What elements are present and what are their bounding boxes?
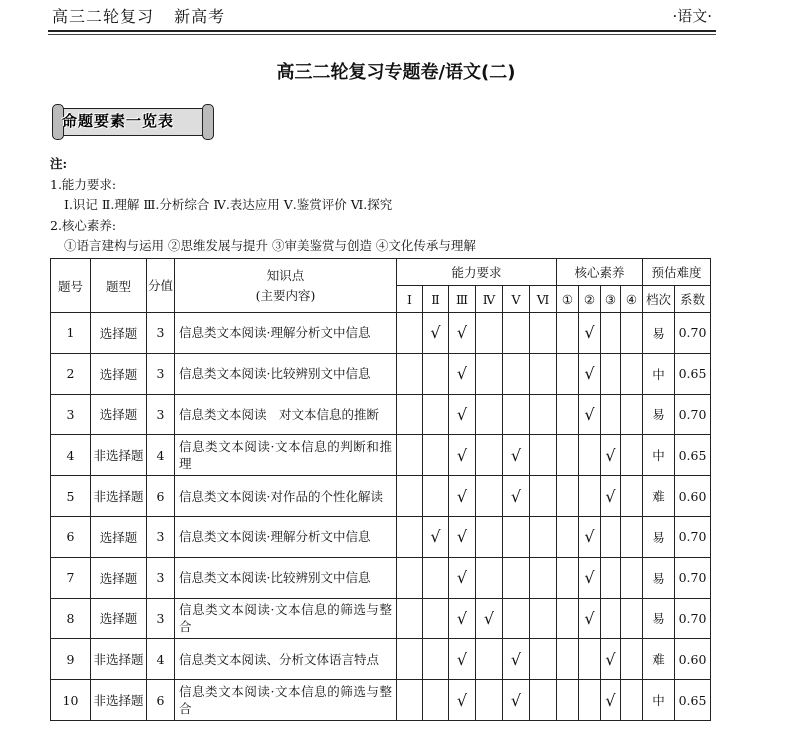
row-ability-5 bbox=[530, 639, 557, 680]
row-core-1 bbox=[579, 476, 601, 517]
row-ability-0 bbox=[397, 394, 423, 435]
table-row bbox=[51, 353, 711, 394]
row-ability-1 bbox=[423, 435, 449, 476]
row-core-0 bbox=[557, 680, 579, 721]
row-score: 4 bbox=[147, 435, 175, 476]
row-core-2 bbox=[601, 557, 621, 598]
table-row bbox=[51, 435, 711, 476]
row-level: 中 bbox=[643, 353, 675, 394]
row-level: 易 bbox=[643, 557, 675, 598]
row-ability-4 bbox=[503, 353, 530, 394]
row-ability-4 bbox=[503, 313, 530, 354]
row-ability-3 bbox=[476, 353, 503, 394]
row-core-3 bbox=[621, 353, 643, 394]
row-knowledge: 信息类文本阅读·文本信息的筛选与整合 bbox=[175, 598, 397, 639]
table-row bbox=[51, 557, 711, 598]
subheader-core-1: ② bbox=[579, 286, 601, 313]
subheader-core-3: ④ bbox=[621, 286, 643, 313]
row-coef: 0.70 bbox=[675, 598, 711, 639]
row-core-2: √ bbox=[601, 476, 621, 517]
header-knowledge bbox=[175, 259, 397, 313]
subheader-ability-4: Ⅴ bbox=[503, 286, 530, 313]
row-core-1 bbox=[579, 639, 601, 680]
row-core-3 bbox=[621, 435, 643, 476]
row-core-3 bbox=[621, 476, 643, 517]
row-level: 中 bbox=[643, 680, 675, 721]
row-ability-0 bbox=[397, 557, 423, 598]
row-ability-0 bbox=[397, 516, 423, 557]
header-knowledge-main: 知识点 bbox=[266, 267, 305, 283]
row-coef: 0.70 bbox=[675, 313, 711, 354]
row-type: 非选择题 bbox=[91, 435, 147, 476]
header-core: 核心素养 bbox=[557, 259, 643, 286]
row-type: 非选择题 bbox=[91, 680, 147, 721]
subheader-difficulty-1: 系数 bbox=[675, 286, 711, 313]
row-ability-1 bbox=[423, 639, 449, 680]
row-level: 难 bbox=[643, 476, 675, 517]
header-knowledge-sub: (主要内容) bbox=[255, 287, 316, 303]
row-level: 易 bbox=[643, 394, 675, 435]
subheader-ability-1: Ⅱ bbox=[423, 286, 449, 313]
row-ability-3 bbox=[476, 476, 503, 517]
row-ability-0 bbox=[397, 353, 423, 394]
row-knowledge: 信息类文本阅读·比较辨别文中信息 bbox=[175, 557, 397, 598]
row-knowledge: 信息类文本阅读·比较辨别文中信息 bbox=[175, 353, 397, 394]
notes-item1-content: Ⅰ.识记 Ⅱ.理解 Ⅲ.分析综合 Ⅳ.表达应用 Ⅴ.鉴赏评价 Ⅵ.探究 bbox=[64, 197, 393, 212]
row-num: 9 bbox=[51, 639, 91, 680]
subheader-core-0: ① bbox=[557, 286, 579, 313]
row-type: 选择题 bbox=[91, 598, 147, 639]
row-core-1 bbox=[579, 680, 601, 721]
row-ability-5 bbox=[530, 435, 557, 476]
row-ability-4 bbox=[503, 557, 530, 598]
row-type: 选择题 bbox=[91, 516, 147, 557]
row-score: 3 bbox=[147, 557, 175, 598]
row-core-2 bbox=[601, 598, 621, 639]
row-ability-4: √ bbox=[503, 476, 530, 517]
table-row bbox=[51, 313, 711, 354]
row-ability-2: √ bbox=[449, 557, 476, 598]
elements-table bbox=[50, 258, 711, 721]
row-core-0 bbox=[557, 313, 579, 354]
row-core-0 bbox=[557, 557, 579, 598]
row-ability-5 bbox=[530, 313, 557, 354]
row-core-3 bbox=[621, 313, 643, 354]
page-header bbox=[48, 0, 716, 30]
row-ability-0 bbox=[397, 476, 423, 517]
row-core-3 bbox=[621, 598, 643, 639]
row-ability-3: √ bbox=[476, 598, 503, 639]
row-num: 3 bbox=[51, 394, 91, 435]
row-core-2 bbox=[601, 516, 621, 557]
row-core-1: √ bbox=[579, 516, 601, 557]
row-core-0 bbox=[557, 639, 579, 680]
row-level: 易 bbox=[643, 598, 675, 639]
row-knowledge: 信息类文本阅读、分析文体语言特点 bbox=[175, 639, 397, 680]
row-level: 易 bbox=[643, 516, 675, 557]
row-ability-4: √ bbox=[503, 680, 530, 721]
row-num: 6 bbox=[51, 516, 91, 557]
row-core-3 bbox=[621, 516, 643, 557]
row-core-3 bbox=[621, 639, 643, 680]
row-core-2: √ bbox=[601, 639, 621, 680]
row-num: 2 bbox=[51, 353, 91, 394]
page-title: 高三二轮复习专题卷/语文(二) bbox=[276, 62, 516, 83]
header-difficulty: 预估难度 bbox=[643, 259, 711, 286]
row-core-2 bbox=[601, 353, 621, 394]
row-ability-0 bbox=[397, 680, 423, 721]
row-core-3 bbox=[621, 680, 643, 721]
banner-text: 命题要素一览表 bbox=[62, 112, 175, 130]
row-score: 3 bbox=[147, 353, 175, 394]
row-coef: 0.65 bbox=[675, 680, 711, 721]
row-ability-1 bbox=[423, 598, 449, 639]
row-type: 非选择题 bbox=[91, 639, 147, 680]
row-knowledge: 信息类文本阅读 对文本信息的推断 bbox=[175, 394, 397, 435]
row-ability-1 bbox=[423, 680, 449, 721]
row-coef: 0.60 bbox=[675, 476, 711, 517]
row-coef: 0.65 bbox=[675, 353, 711, 394]
header-rule-thin bbox=[48, 34, 716, 35]
row-ability-2: √ bbox=[449, 394, 476, 435]
row-ability-5 bbox=[530, 516, 557, 557]
row-ability-5 bbox=[530, 680, 557, 721]
row-coef: 0.60 bbox=[675, 639, 711, 680]
row-core-1: √ bbox=[579, 313, 601, 354]
row-knowledge: 信息类文本阅读·文本信息的筛选与整合 bbox=[175, 680, 397, 721]
row-ability-1: √ bbox=[423, 313, 449, 354]
row-ability-2: √ bbox=[449, 598, 476, 639]
row-ability-4 bbox=[503, 516, 530, 557]
row-core-2 bbox=[601, 313, 621, 354]
table-row bbox=[51, 394, 711, 435]
row-core-0 bbox=[557, 394, 579, 435]
notes-item2-content: ①语言建构与运用 ②思维发展与提升 ③审美鉴赏与创造 ④文化传承与理解 bbox=[64, 238, 476, 253]
row-type: 非选择题 bbox=[91, 476, 147, 517]
row-core-2 bbox=[601, 394, 621, 435]
row-knowledge: 信息类文本阅读·文本信息的判断和推理 bbox=[175, 435, 397, 476]
row-core-0 bbox=[557, 598, 579, 639]
row-num: 10 bbox=[51, 680, 91, 721]
notes-heading: 注: bbox=[50, 156, 68, 171]
row-type: 选择题 bbox=[91, 353, 147, 394]
row-ability-0 bbox=[397, 313, 423, 354]
row-core-2: √ bbox=[601, 680, 621, 721]
row-core-0 bbox=[557, 353, 579, 394]
row-ability-1: √ bbox=[423, 516, 449, 557]
row-core-2: √ bbox=[601, 435, 621, 476]
subheader-ability-0: Ⅰ bbox=[397, 286, 423, 313]
table-row bbox=[51, 680, 711, 721]
row-coef: 0.70 bbox=[675, 394, 711, 435]
subheader-ability-2: Ⅲ bbox=[449, 286, 476, 313]
row-score: 6 bbox=[147, 680, 175, 721]
table-row bbox=[51, 516, 711, 557]
row-core-0 bbox=[557, 476, 579, 517]
header-rule-thick bbox=[48, 30, 716, 32]
row-score: 6 bbox=[147, 476, 175, 517]
row-score: 3 bbox=[147, 394, 175, 435]
row-num: 5 bbox=[51, 476, 91, 517]
row-ability-3 bbox=[476, 639, 503, 680]
row-ability-4: √ bbox=[503, 639, 530, 680]
row-type: 选择题 bbox=[91, 394, 147, 435]
row-ability-5 bbox=[530, 598, 557, 639]
row-knowledge: 信息类文本阅读·理解分析文中信息 bbox=[175, 516, 397, 557]
header-type: 题型 bbox=[91, 259, 147, 313]
row-ability-3 bbox=[476, 435, 503, 476]
row-ability-2: √ bbox=[449, 476, 476, 517]
row-core-3 bbox=[621, 557, 643, 598]
row-core-0 bbox=[557, 516, 579, 557]
header-ability: 能力要求 bbox=[397, 259, 557, 286]
row-ability-2: √ bbox=[449, 353, 476, 394]
row-core-1: √ bbox=[579, 394, 601, 435]
row-ability-2: √ bbox=[449, 516, 476, 557]
row-type: 选择题 bbox=[91, 313, 147, 354]
row-knowledge: 信息类文本阅读·对作品的个性化解读 bbox=[175, 476, 397, 517]
row-core-0 bbox=[557, 435, 579, 476]
row-knowledge: 信息类文本阅读·理解分析文中信息 bbox=[175, 313, 397, 354]
row-coef: 0.70 bbox=[675, 557, 711, 598]
subheader-core-2: ③ bbox=[601, 286, 621, 313]
row-coef: 0.65 bbox=[675, 435, 711, 476]
row-num: 1 bbox=[51, 313, 91, 354]
row-ability-1 bbox=[423, 394, 449, 435]
subheader-difficulty-0: 档次 bbox=[643, 286, 675, 313]
row-ability-5 bbox=[530, 394, 557, 435]
subheader-ability-3: Ⅳ bbox=[476, 286, 503, 313]
row-ability-3 bbox=[476, 516, 503, 557]
row-ability-2: √ bbox=[449, 313, 476, 354]
table-row bbox=[51, 598, 711, 639]
row-ability-4 bbox=[503, 394, 530, 435]
row-num: 8 bbox=[51, 598, 91, 639]
table-row bbox=[51, 639, 711, 680]
header-course: 高三二轮复习 bbox=[52, 7, 155, 26]
header-score: 分值 bbox=[147, 259, 175, 313]
subheader-ability-5: Ⅵ bbox=[530, 286, 557, 313]
row-ability-4: √ bbox=[503, 435, 530, 476]
row-core-1: √ bbox=[579, 353, 601, 394]
row-score: 4 bbox=[147, 639, 175, 680]
notes bbox=[50, 154, 476, 257]
row-ability-3 bbox=[476, 313, 503, 354]
section-banner bbox=[52, 104, 212, 140]
banner-scroll-right-roll bbox=[202, 104, 214, 140]
header-num: 题号 bbox=[51, 259, 91, 313]
row-ability-1 bbox=[423, 353, 449, 394]
row-ability-2: √ bbox=[449, 639, 476, 680]
header-subject: ·语文· bbox=[672, 7, 712, 25]
row-level: 易 bbox=[643, 313, 675, 354]
row-ability-1 bbox=[423, 557, 449, 598]
row-ability-5 bbox=[530, 476, 557, 517]
row-type: 选择题 bbox=[91, 557, 147, 598]
row-score: 3 bbox=[147, 516, 175, 557]
row-core-1: √ bbox=[579, 598, 601, 639]
row-num: 4 bbox=[51, 435, 91, 476]
row-ability-3 bbox=[476, 680, 503, 721]
row-ability-5 bbox=[530, 353, 557, 394]
row-ability-1 bbox=[423, 476, 449, 517]
header-left bbox=[52, 4, 239, 27]
row-ability-0 bbox=[397, 598, 423, 639]
row-ability-2: √ bbox=[449, 680, 476, 721]
notes-item1-label: 1.能力要求: bbox=[50, 176, 117, 192]
row-ability-4 bbox=[503, 598, 530, 639]
header-edition: 新高考 bbox=[174, 7, 226, 26]
row-ability-5 bbox=[530, 557, 557, 598]
row-ability-2: √ bbox=[449, 435, 476, 476]
row-core-1 bbox=[579, 435, 601, 476]
row-score: 3 bbox=[147, 598, 175, 639]
table-row bbox=[51, 476, 711, 517]
row-core-3 bbox=[621, 394, 643, 435]
row-level: 中 bbox=[643, 435, 675, 476]
row-level: 难 bbox=[643, 639, 675, 680]
notes-item2-label: 2.核心素养: bbox=[50, 217, 117, 233]
row-ability-3 bbox=[476, 394, 503, 435]
row-num: 7 bbox=[51, 557, 91, 598]
row-coef: 0.70 bbox=[675, 516, 711, 557]
row-ability-0 bbox=[397, 435, 423, 476]
table-body bbox=[51, 313, 711, 721]
row-core-1: √ bbox=[579, 557, 601, 598]
row-ability-3 bbox=[476, 557, 503, 598]
row-score: 3 bbox=[147, 313, 175, 354]
row-ability-0 bbox=[397, 639, 423, 680]
